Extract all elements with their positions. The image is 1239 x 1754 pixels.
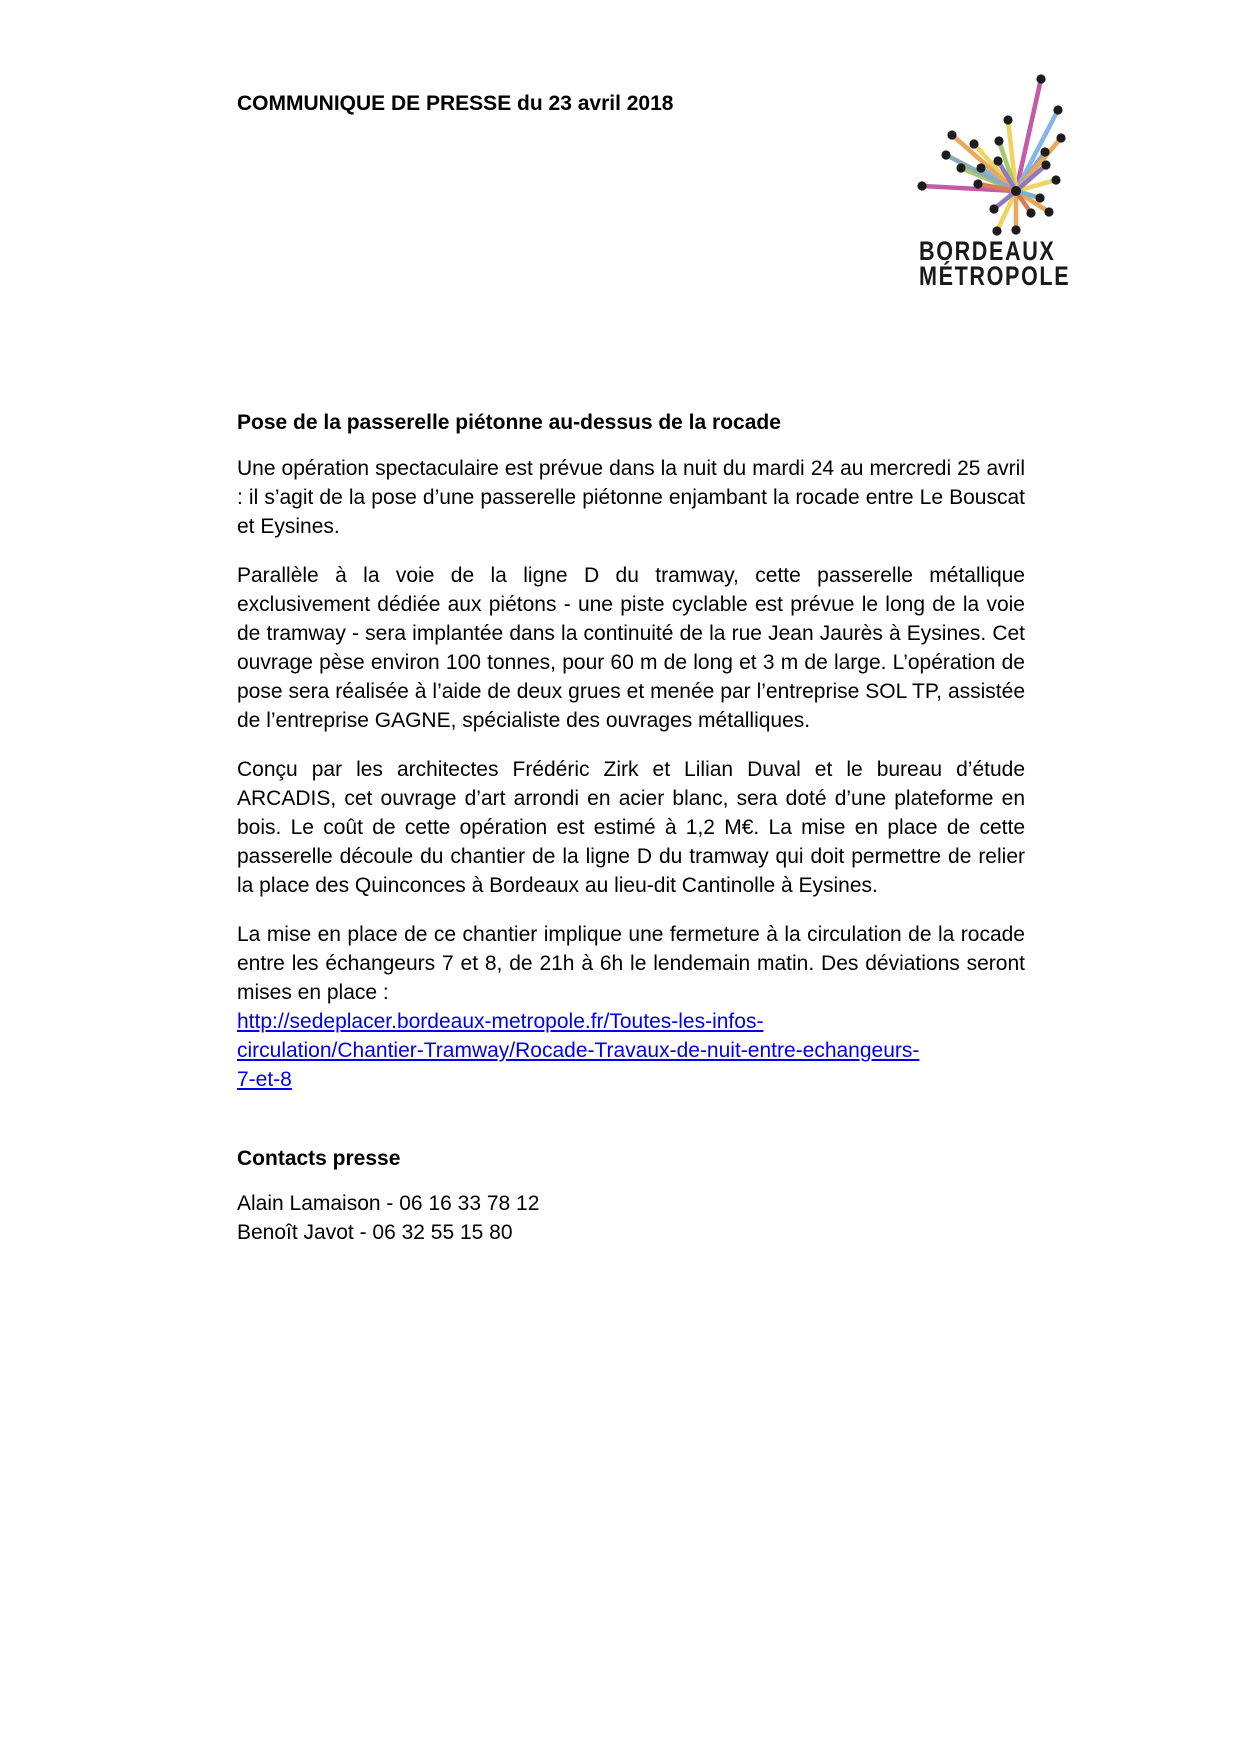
starburst-icon	[893, 58, 1078, 238]
logo-wordmark-line2: MÉTROPOLE	[919, 261, 1071, 291]
link-line-1[interactable]: http://sedeplacer.bordeaux-metropole.fr/Toutes-les-infos-	[237, 1010, 764, 1033]
body-paragraph-4: La mise en place de ce chantier implique une fermeture à la circulation de la rocade entre les échangeurs 7 et 8, de 21h à 6h le lendemain matin. Des déviations seront mises en place :	[237, 923, 1025, 1004]
logo-wordmark	[919, 236, 1071, 291]
bordeaux-metropole-logo	[893, 58, 1078, 298]
contacts-heading: Contacts presse	[237, 1147, 401, 1170]
body-paragraph-3: Conçu par les architectes Frédéric Zirk et Lilian Duval et le bureau d’étude ARCADIS, cet ouvrage d’art arrondi en acier blanc, sera doté d’une plateforme en bois. Le coût de cette opération est estimé à 1,2 M€. La mise en place de cette passerelle découle du chantier de la ligne D du tramway qui doit permettre de relier la place des Quinconces à Bordeaux au lieu-dit Cantinolle à Eysines.	[237, 758, 1025, 897]
contact-entry-1: Alain Lamaison - 06 16 33 78 12	[237, 1192, 540, 1215]
contact-entry-2: Benoît Javot - 06 32 55 15 80	[237, 1221, 513, 1244]
body-paragraph-2: Parallèle à la voie de la ligne D du tramway, cette passerelle métallique exclusivement dédiée aux piétons - une piste cyclable est prévue le long de la voie de tramway - sera implantée dans la continuité de la rue Jean Jaurès à Eysines. Cet ouvrage pèse environ 100 tonnes, pour 60 m de long et 3 m de large. L’opération de pose sera réalisée à l’aide de deux grues et menée par l’entreprise SOL TP, assistée de l’entreprise GAGNE, spécialiste des ouvrages métalliques.	[237, 564, 1025, 732]
link-line-3[interactable]: 7-et-8	[237, 1068, 292, 1091]
link-line-2[interactable]: circulation/Chantier-Tramway/Rocade-Travaux-de-nuit-entre-echangeurs-	[237, 1039, 920, 1062]
deviation-info-link[interactable]	[237, 1007, 1025, 1094]
logo-wordmark-line1: BORDEAUX	[919, 236, 1056, 266]
document-title: COMMUNIQUE DE PRESSE du 23 avril 2018	[237, 92, 674, 115]
article-heading: Pose de la passerelle piétonne au-dessus de la rocade	[237, 411, 781, 434]
body-paragraph-1: Une opération spectaculaire est prévue dans la nuit du mardi 24 au mercredi 25 avril : il s’agit de la pose d’une passerelle piétonne enjambant la rocade entre Le Bouscat et Eysines.	[237, 457, 1025, 538]
article-body	[237, 408, 1025, 1247]
